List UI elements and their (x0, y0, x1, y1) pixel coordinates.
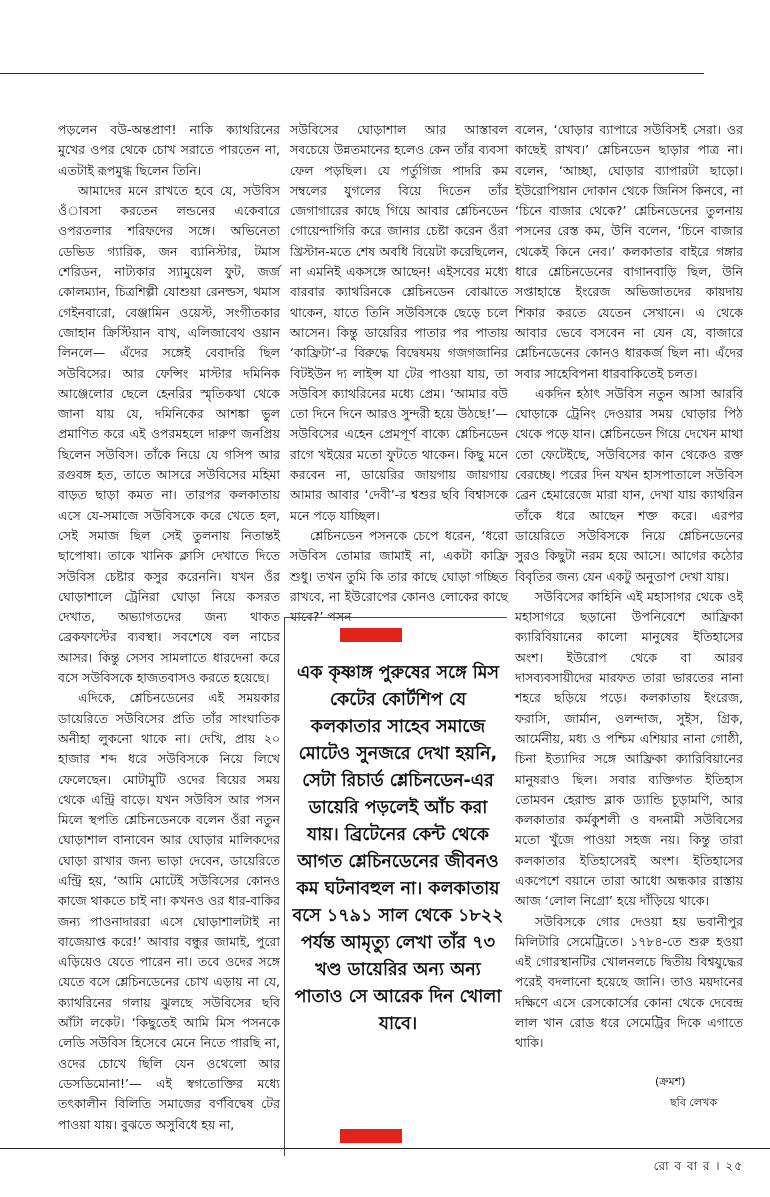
article-column-2 (290, 120, 508, 627)
paragraph: সউবিসকে গোর দেওয়া হয় ভবানীপুর মিলিটারি সেমেট্রিতে। ১৭৮৪-তে শুরু হওয়া এই গোরস্থানটির খোলনলচে দ্বিতীয় বিশ্বযুদ্ধের পরেই বদলানো হয়েছে জানি। তাও ময়দানের দক্ষিণে এসে রেসকোর্সের কোনা থেকে দেবেন্দ্র লাল খান রোড ধরে সেমেট্রির দিকে এগাতে থাকি। (515, 913, 743, 1051)
paragraph: সউবিসের ঘোড়াশাল আর আস্তাবল সবচেয়ে উন্নতমানের হলেও কেন তাঁর ব্যবসা ফেল পড়ছিল। যে পর্তুগিজ পাদরি কম সম্বলের যুগলের বিয়ে দিতেন তাঁর জেগাগারের কাছে গিয়ে আবার শ্লেচিনডেন গোয়েন্দাগিরি করে জানার চেষ্টা করেন ওঁরা খ্রিস্টান-মতে শেষ অবধি বিয়েটা করেছিলেন, না এমনিই একসঙ্গে আছেন! এইসবের মধ্যে বারবার ক্যাথরিনকে শ্লেচিনডেন বোঝাতে থাকেন, যাতে তিনি সউবিসকে ছেড়ে চলে আসেন। কিন্তু ডায়েরির পাতার পর পাতায় ‘কাফ্রিটা’-র বিরুদ্ধে বিদ্বেষময় গজগজানির বিটইউন দ্য লাইন্স যা টের পাওয়া যায়, তা সউবিস ক্যাথরিনের মধ্যে প্রেম। ‘আমার বউ তো দিনে দিনে আরও সুন্দরী হয়ে উঠছে!’— সউবিসের এহেন প্রেমপূর্ণ বাক্যে শ্লেচিনডেন রাগে খইয়ের মতো ফুটতে থাকেন। কিছু মনে করবেন না, ডায়েরির জায়গায় জায়গায় আমার আবার ‘দেবী’-র শ্বশুর ছবি বিশ্বাসকে মনে পড়ে যাচ্ছিল। (290, 122, 508, 523)
continued-label: (ক্রমশ) (655, 1075, 686, 1088)
paragraph: বলেন, ‘ঘোড়ার ব্যাপারে সউবিসই সেরা। ওর কাছেই রাখব।’ শ্লেচিনডেন ছাড়ার পাত্র না। বলেন, ‘আচ্ছা, ঘোড়ার ব্যাপারটা ছাড়ো। ইউরোপিয়ান দোকান থেকে জিনিস কিনবে, না ‘চিনে বাজার থেকে?’ শ্লেচিনডেনের তুলনায় পসনের রেস্ত কম, উনি বলেন, ‘চিনে বাজার থেকেই কিনে নেব।’ কলকাতার বাইরে গঙ্গার ধারে শ্লেচিনডেনের বাগানবাড়ি ছিল, উনি সপ্তাহান্তে ইংরেজ অভিজাতদের কায়দায় শিকার করতে যেতেন সেখানে। এ থেকে আবার ভেবে বসবেন না যেন যে, বাজারে শ্লেচিনডেনের কোনও ধারকর্জ ছিল না। এঁদের সবার সাহেবিপনা ধারবাকিতেই চলত। (515, 122, 743, 381)
top-rule (0, 73, 704, 74)
paragraph: আমাদের মনে রাখতে হবে যে, সউবিস ওঁাবসা করতেন লন্ডনের একেবারে ওপরতলার শরিফদের সঙ্গে। অভিনেতা ডেভিড গ্যারিক, জন ব্যানিস্টার, টমাস শেরিডন, নাট্যকার স্যামুয়েল ফুট, জর্জ কোলম্যান, চিত্রশিল্পী যোশুয়া রেনল্ডস, থমাস গেইনবারো, বেঞ্জামিন ওয়েস্ট, সংগীতকার জোহান ক্রিস্টিয়ান বাখ, এলিজাবেথ ওয়ান লিনলে— এঁদের সঙ্গেই বেবাদরি ছিল সউবিসের। আর ফেন্সিং মাস্টার দমিনিক আঞ্জেলোর ছেলে হেনরির স্মৃতিকথা থেকে জানা যায় যে, দমিনিকের আশঙ্কা ভুল প্রমাণিত করে এই ওপরমহলে দারুণ জনপ্রিয় ছিলেন সউবিস। তাঁকে নিয়ে যে গসিপ আর রগুবঙ্গ হত, তাতে আসরে সউবিসের মহিমা বাড়ত ছাড়া কমত না। তারপর কলকাতায় এসে যে-সমাজে সউবিসকে করে খেতে হল, সেই সমাজ ছিল সেই তুলনায় নিতান্তই ছাপোষা। তাকে খানিক ক্লাসি দেখাতে দিতে সউবিস চেষ্টার কসুর করেননি। যখন ওঁর ঘোড়াশালে ট্রেনিরা ঘোড়া নিয়ে কসরত দেখাত, অভ্যাগতদের জন্য থাকত ব্রেকফাস্টের ব্যবস্থা। সবশেষে বল নাচের আসর। কিন্তু সেসব সামলাতে ধারদেনা করে বসে সউবিসকে হাজতবাসও করতে হয়েছে। (58, 182, 280, 686)
paragraph: সউবিসের কাহিনি এই মহাসাগর থেকে ওই মহাসাগরে ছড়ানো উপনিবেশে আফ্রিকা ক্যারিবিয়ানের কালো মানুষের ইতিহাসের অংশ। ইউরোপ থেকে বা আরব দাসব্যবসায়ীদের মারফত তারা ভারতের নানা শহরে ছড়িয়ে পড়ে। কলকাতায় ইংরেজ, ফরাসি, জার্মান, ওলন্দাজ, সুইস, গ্রিক, আর্মেনীয়, মধ্য ও পশ্চিম এশিয়ার নানা গোষ্ঠী, চিনা ইত্যাদির সঙ্গে আফ্রিকা ক্যারিবিয়ানের মানুষরাও ছিল। সবার ব্যক্তিগত ইতিহাস তোমবন হেরাল্ড ব্লাক ড্যান্ডি চূড়ামণি, আর কলকাতার কর্মকুশলী ও বদনামী সউবিসের মতো খুঁজে পাওয়া সহজ নয়। কিন্তু তারা কলকাতার ইতিহাসেরই অংশ। ইতিহাসের একপেশে বয়ানে তারা আধো অন্ধকার রাস্তায় আজ ‘লোল নিগ্রো’ হয়ে দাঁড়িয়ে থাকে। (515, 588, 743, 909)
pull-quote-top-bar (340, 628, 402, 642)
photo-credit: ছবি লেখক (670, 1096, 718, 1109)
page-footer: রো ব বা র । ২৫ (653, 1159, 743, 1173)
article-column-1 (58, 120, 280, 1135)
pull-quote: এক কৃষ্ণাঙ্গ পুরুষের সঙ্গে মিস কেটের কোর্টশিপ যে কলকাতার সাহেব সমাজে মোটেও সুনজরে দেখা হয়নি, সেটা রিচার্ড শ্লেচিনডেন-এর ডায়েরি পড়লেই আঁচ করা যায়। ব্রিটেনের কেন্ট থেকে আগত শ্লেচিনডেনের জীবনও কম ঘটনাবহুল না। কলকাতায় বসে ১৭৯১ সাল থেকে ১৮২২ পর্যন্ত আমৃত্যু লেখা তাঁর ৭৩ খণ্ড ডায়েরির অন্য অন্য পাতাও সে আরেক দিন খোলা যাবে। (292, 663, 504, 1034)
paragraph: এদিকে, শ্লেচিনডেনের এই সময়কার ডায়েরিতে সউবিসের প্রতি তাঁর সাংঘাতিক অনীহা লুকনো থাকে না। দেখি, প্রায় ২০ হাজার শব্দ ধরে সউবিসকে নিয়ে লিখে ফেলেছেন। মোটামুটি ওদের বিয়ের সময় থেকে এন্ট্রি বাড়ে। যখন সউবিস আর পসন মিলে স্থপতি শ্লেচিনডেনকে বলেন ওঁরা নতুন ঘোড়াশাল বানাবেন আর ঘোড়ার মালিকদের ঘোড়া রাখার জন্য ভাড়া দেবেন, ডায়েরিতে এন্ট্রি হয়, ‘আমি মোটেই সউবিসের কোনও কাজে থাকতে চাই না। কখনও ওর ধার-বাকির জন্য পাওনাদাররা এসে ঘোড়াশালটাই না বাজেয়াপ্ত করে!’ আবার বন্ধুর জামাই, পুরো এড়িয়েও যেতে পারেন না। তবে ওদের সঙ্গে যেতে বসে শ্লেচিনডেনের চোখ এড়ায় না যে, ক্যাথরিনের গলায় ঝুলছে সউবিসের ছবি আঁটা লকেট। ‘কিছুতেই আমি মিস পসনকে লেডি সউবিস হিসেবে মেনে নিতে পারছি না, ওদের চোখে ছিলি যেন ওথেলো আর ডেসডিমোনা!’— এই স্বগতোক্তির মধ্যে তৎকালীন বিলিতি সমাজের বর্ণবিদ্বেষ টের পাওয়া যায়। বুঝতে অসুবিধে হয় না, (58, 690, 280, 1132)
paragraph: শ্লেচিনডেন পসনকে চেপে ধরেন, ‘ধরো সউবিস তোমার জামাই না, একটা কাফ্রি শুধু। তখন তুমি কি তার কাছে ঘোড়া গচ্ছিত রাখবে, না ইউরোপের কোনও লোকের কাছে যাবে?’ পসন (290, 527, 508, 625)
bottom-rule (0, 1148, 770, 1149)
article-column-3 (515, 120, 743, 1054)
pull-quote-bottom-bar (340, 1129, 402, 1143)
paragraph: একদিন হঠাৎ সউবিস নতুন আসা আরবি ঘোড়াকে ট্রেনিং দেওয়ার সময় ঘোড়ার পিঠ থেকে পড়ে যান। শ্লেচিনডেন গিয়ে দেখেন মাথা তো ফেটেইছে, সউবিসের কান থেকেও রক্ত বেরচ্ছে। পরের দিন যখন হাসপাতালে সউবিস ব্রেন হেমারেজে মারা যান, দেখা যায় ক্যাথরিন তাঁকে ধরে আছেন শক্ত করে। এরপর ডায়েরিতে সউবিসকে নিয়ে শ্লেচিনডেনের সুরও কিছুটা নরম হয়ে আসে। আগের কঠোর বিবৃতির জন্য যেন একটু অনুতাপ দেখা যায়। (515, 385, 743, 584)
paragraph: পড়লেন বউ-অন্তপ্রাণ! নাকি ক্যাথরিনের মুখের ওপর থেকে চোখ সরাতে পারতেন না, এতটাই রূপমুগ্ধ ছিলেন তিনি। (58, 122, 280, 178)
